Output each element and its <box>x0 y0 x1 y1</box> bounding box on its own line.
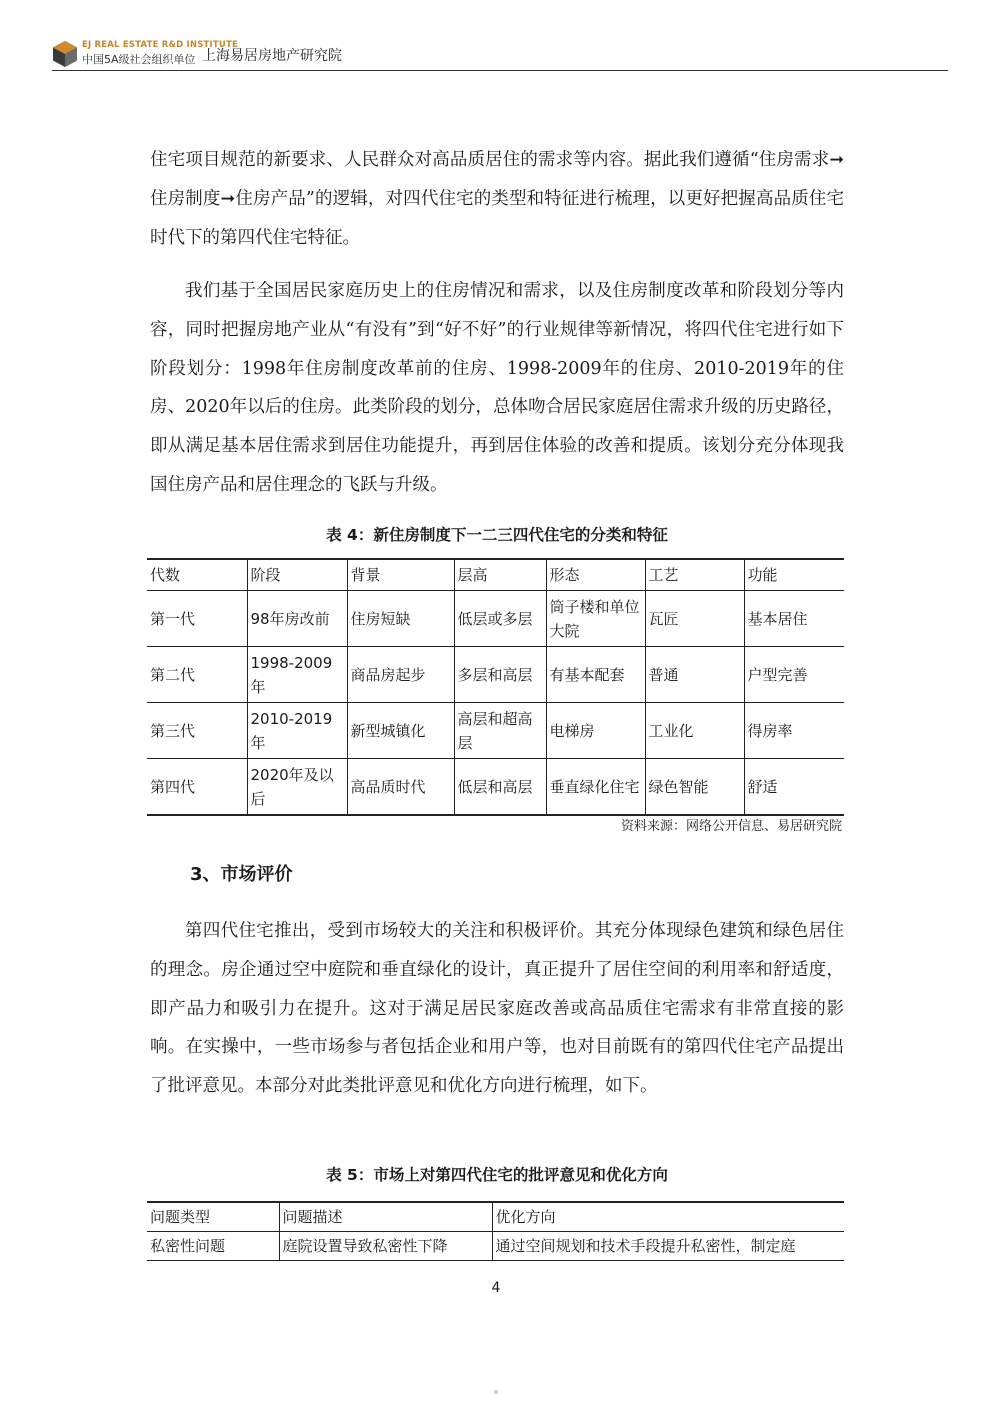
col-header-background: 背景 <box>347 559 454 591</box>
table-cell: 第四代 <box>147 759 247 816</box>
logo-chinese-text: 中国5A级社会组织单位 <box>82 53 196 66</box>
table-cell: 商品房起步 <box>347 647 454 703</box>
logo-english-text: EJ REAL ESTATE R&D INSTITUTE <box>82 40 239 50</box>
table-cell: 高层和超高层 <box>454 703 546 759</box>
table-cell: 新型城镇化 <box>347 703 454 759</box>
table-cell: 庭院设置导致私密性下降 <box>279 1232 492 1261</box>
page-header <box>52 38 948 74</box>
table-cell: 绿色智能 <box>645 759 744 816</box>
market-evaluation-paragraph: 第四代住宅推出，受到市场较大的关注和积极评价。其充分体现绿色建筑和绿色居住的理念。房企通过空中庭院和垂直绿化的设计，真正提升了居住空间的利用率和舒适度，即产品力和吸引力在提升。这对于满足居民家庭改善或高品质住宅需求有非常直接的影响。在实操中，一些市场参与者包括企业和用户等，也对目前既有的第四代住宅产品提出了批评意见。本部分对此类批评意见和优化方向进行梳理，如下。 <box>150 921 844 1097</box>
intro-paragraph: 住宅项目规范的新要求、人民群众对高品质居住的需求等内容。据此我们遵循“住房需求➞住房制度➞住房产品”的逻辑，对四代住宅的类型和特征进行梳理，以更好把握高品质住宅时代下的第四代住宅特征。 <box>150 150 844 248</box>
table-cell: 第二代 <box>147 647 247 703</box>
col-header-stage: 阶段 <box>247 559 347 591</box>
table-row <box>147 591 844 647</box>
table-cell: 有基本配套 <box>546 647 645 703</box>
table-row <box>147 759 844 816</box>
col-header-generation: 代数 <box>147 559 247 591</box>
organization-name: 上海易居房地产研究院 <box>202 48 342 64</box>
table-cell: 基本居住 <box>744 591 844 647</box>
table-cell: 得房率 <box>744 703 844 759</box>
page-indicator-dot <box>494 1390 498 1394</box>
criticism-table <box>147 1201 844 1261</box>
page-number: 4 <box>491 1280 501 1296</box>
table-cell: 住房短缺 <box>347 591 454 647</box>
table-cell: 2010-2019年 <box>247 703 347 759</box>
table-cell: 2020年及以后 <box>247 759 347 816</box>
col-header-issue-type: 问题类型 <box>147 1202 279 1232</box>
header-divider <box>52 70 948 71</box>
table4-caption: 表 4：新住房制度下一二三四代住宅的分类和特征 <box>326 526 668 544</box>
table-cell: 第三代 <box>147 703 247 759</box>
table5-caption: 表 5：市场上对第四代住宅的批评意见和优化方向 <box>326 1166 668 1184</box>
table-header-row <box>147 1202 844 1232</box>
col-header-optimization: 优化方向 <box>492 1202 844 1232</box>
table-row <box>147 647 844 703</box>
col-header-craft: 工艺 <box>645 559 744 591</box>
table-row <box>147 1232 844 1261</box>
section-title: 3、市场评价 <box>190 864 293 885</box>
table-cell: 第一代 <box>147 591 247 647</box>
table-cell: 通过空间规划和技术手段提升私密性，制定庭 <box>492 1232 844 1261</box>
col-header-height: 层高 <box>454 559 546 591</box>
table4-source-note: 资料来源：网络公开信息、易居研究院 <box>620 819 842 834</box>
table-cell: 舒适 <box>744 759 844 816</box>
col-header-issue-description: 问题描述 <box>279 1202 492 1232</box>
table-cell: 高品质时代 <box>347 759 454 816</box>
table-cell: 户型完善 <box>744 647 844 703</box>
table-cell: 筒子楼和单位大院 <box>546 591 645 647</box>
table-cell: 瓦匠 <box>645 591 744 647</box>
col-header-form: 形态 <box>546 559 645 591</box>
table-cell: 低层和高层 <box>454 759 546 816</box>
table-cell: 垂直绿化住宅 <box>546 759 645 816</box>
table-row <box>147 703 844 759</box>
table-cell: 低层或多层 <box>454 591 546 647</box>
table-cell: 98年房改前 <box>247 591 347 647</box>
hexagon-logo-icon <box>52 40 78 68</box>
table-cell: 电梯房 <box>546 703 645 759</box>
table-header-row <box>147 559 844 591</box>
table-cell: 1998-2009年 <box>247 647 347 703</box>
table-cell: 私密性问题 <box>147 1232 279 1261</box>
table-cell: 普通 <box>645 647 744 703</box>
table-cell: 多层和高层 <box>454 647 546 703</box>
table-cell: 工业化 <box>645 703 744 759</box>
stage-division-paragraph: 我们基于全国居民家庭历史上的住房情况和需求，以及住房制度改革和阶段划分等内容，同时把握房地产业从“有没有”到“好不好”的行业规律等新情况，将四代住宅进行如下阶段划分：1998年住房制度改革前的住房、1998-2009年的住房、2010-2019年的住房、2020年以后的住房。此类阶段的划分，总体吻合居民家庭居住需求升级的历史路径，即从满足基本居住需求到居住功能提升，再到居住体验的改善和提质。该划分充分体现我国住房产品和居住理念的飞跃与升级。 <box>150 281 844 495</box>
housing-generations-table <box>147 558 844 816</box>
col-header-function: 功能 <box>744 559 844 591</box>
